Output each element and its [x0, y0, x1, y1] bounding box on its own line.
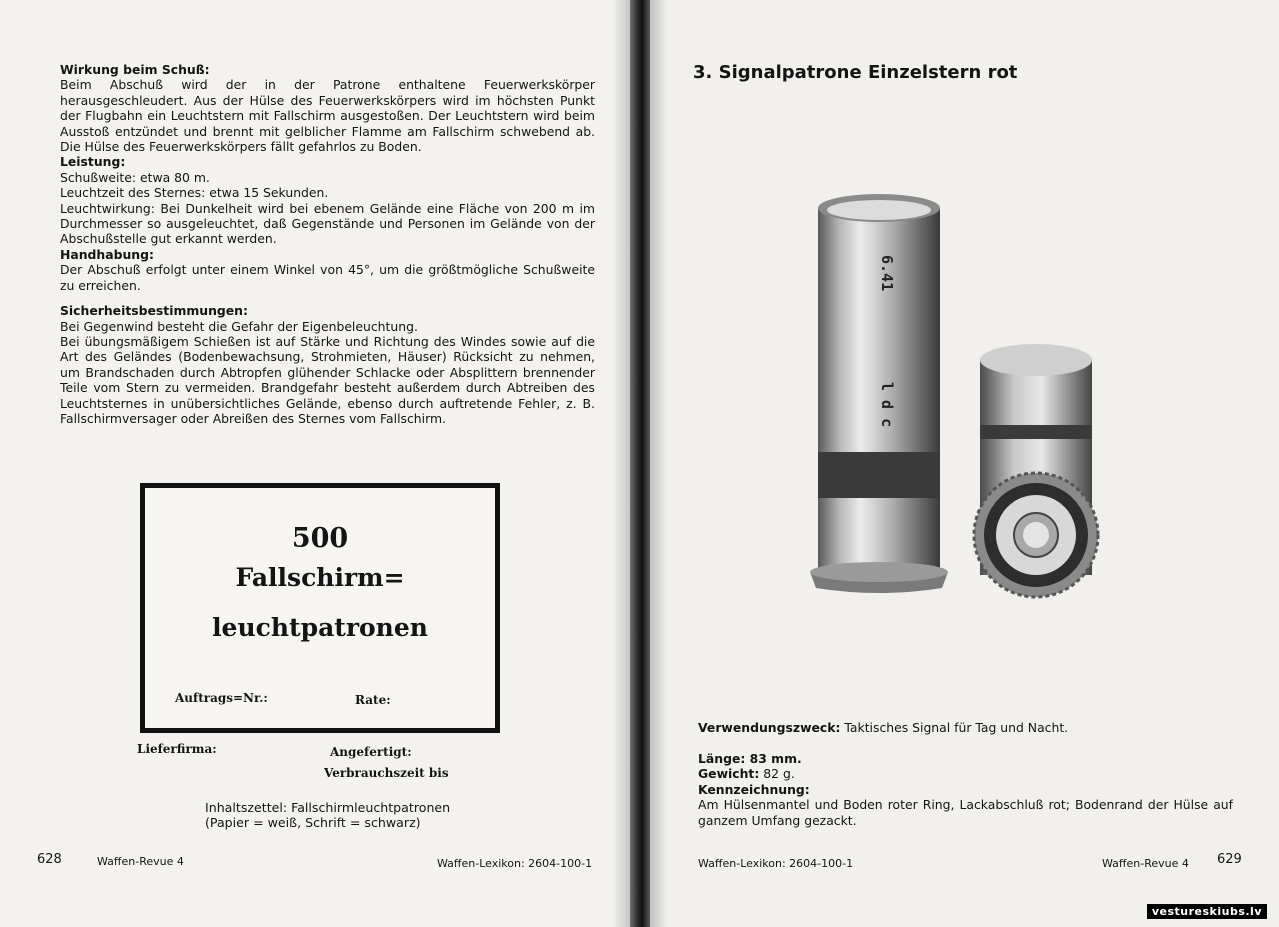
lying-cartridge — [974, 344, 1098, 597]
left-text-block — [60, 62, 595, 426]
certificate-count: 500 — [291, 523, 349, 554]
handhabung-heading: Handhabung: — [60, 246, 154, 262]
lexikon-right: Waffen-Lexikon: 2604-100-1 — [698, 857, 854, 870]
leistung-line-3: Leuchtwirkung: Bei Dunkelheit wird bei ebenem Gelände eine Fläche von 200 m im Durchmesser so ausgeleuchtet, daß Gegenstände und Personen im Gelände von der Abschußstelle gut erkannt werden. — [60, 200, 595, 247]
cartridge-marking-date: 6.41 — [878, 255, 896, 292]
lieferfirma-label: Lieferfirma: — [137, 742, 217, 756]
label-certificate — [140, 483, 500, 733]
sicherheit-line-2: Bei übungsmäßigem Schießen ist auf Stärke und Richtung des Windes sowie auf die Art des Geländes (Bodenbewachsung, Strohmieten, Häuser) Rücksicht zu nehmen, um Brandschaden durch Abtropfen glühender Schlacke oder Absplittern brennender Teile vom Stern zu vermeiden. Brandgefahr besteht außerdem durch Abtreiben des Leuchtsternes in unübersichtliches Gelände, ebenso durch auftretende Fehler, z. B. Fallschirmversager oder Abreißen des Sternes vom Fallschirm. — [60, 333, 595, 426]
page-number-right: 629 — [1217, 852, 1242, 867]
leistung-line-2: Leuchtzeit des Sternes: etwa 15 Sekunden. — [60, 185, 329, 201]
section-title: 3. Signalpatrone Einzelstern rot — [693, 62, 1018, 83]
leistung-line-1: Schußweite: etwa 80 m. — [60, 169, 210, 185]
sicherheit-line-1: Bei Gegenwind besteht die Gefahr der Eigenbeleuchtung. — [60, 318, 418, 334]
certificate-order-label: Auftrags=Nr.: — [175, 691, 268, 705]
right-page — [650, 0, 1279, 927]
leistung-heading: Leistung: — [60, 154, 126, 170]
gewicht-label: Gewicht: — [698, 766, 760, 782]
book-spine — [630, 0, 650, 927]
certificate-rate-label: Rate: — [355, 693, 391, 707]
journal-right: Waffen-Revue 4 — [1102, 857, 1189, 870]
verwendung-text: Taktisches Signal für Tag und Nacht. — [840, 720, 1069, 735]
usage-line — [698, 720, 1233, 735]
kennzeichnung-text: Am Hülsenmantel und Boden roter Ring, Lackabschluß rot; Bodenrand der Hülse auf ganzem Umfang gezackt. — [698, 797, 1233, 828]
caption-line-2: (Papier = weiß, Schrift = schwarz) — [205, 815, 421, 830]
left-page-gutter-shadow — [612, 0, 630, 927]
laenge-text: Länge: 83 mm. — [698, 751, 802, 766]
journal-left: Waffen-Revue 4 — [97, 855, 184, 868]
page-number-left: 628 — [37, 852, 62, 867]
sicherheit-heading: Sicherheitsbestimmungen: — [60, 303, 248, 319]
gewicht-value: 82 g. — [759, 766, 795, 782]
figure-caption — [205, 800, 450, 830]
kennzeichnung-heading: Kennzeichnung: — [698, 781, 810, 797]
certificate-title-line-1: Fallschirm= — [235, 563, 405, 592]
cartridge-illustration — [650, 160, 1279, 620]
lexikon-left: Waffen-Lexikon: 2604-100-1 — [437, 857, 593, 870]
specs-block — [698, 751, 1233, 828]
handhabung-text: Der Abschuß erfolgt unter einem Winkel von 45°, um die größtmögliche Schußweite zu erreichen. — [60, 262, 595, 293]
verbrauchszeit-label: Verbrauchszeit bis — [324, 766, 449, 780]
caption-line-1: Inhaltszettel: Fallschirmleuchtpatronen — [205, 800, 451, 815]
cartridge-marking-code: l d c — [878, 382, 896, 428]
watermark-label: vestureskiubs.lv — [1147, 904, 1267, 919]
angefertigt-label: Angefertigt: — [330, 745, 412, 759]
verwendung-label: Verwendungszweck: — [698, 720, 841, 735]
left-page — [0, 0, 630, 927]
wirkung-text: Beim Abschuß wird der in der Patrone enthaltene Feuerwerkskörper herausgeschleudert. Aus der Hülse des Feuerwerkskörpers wird im höchsten Punkt der Flugbahn ein Leuchtstern mit Fallschirm ausgestoßen. Der Leuchtstern wird beim Ausstoß entzündet und brennt mit gelblicher Flamme am Fallschirm schwebend ab. Die Hülse des Feuerwerkskörpers fällt gefahrlos zu Boden. — [60, 77, 595, 155]
certificate-title-line-2: leuchtpatronen — [212, 613, 428, 642]
wirkung-heading: Wirkung beim Schuß: — [60, 62, 210, 77]
